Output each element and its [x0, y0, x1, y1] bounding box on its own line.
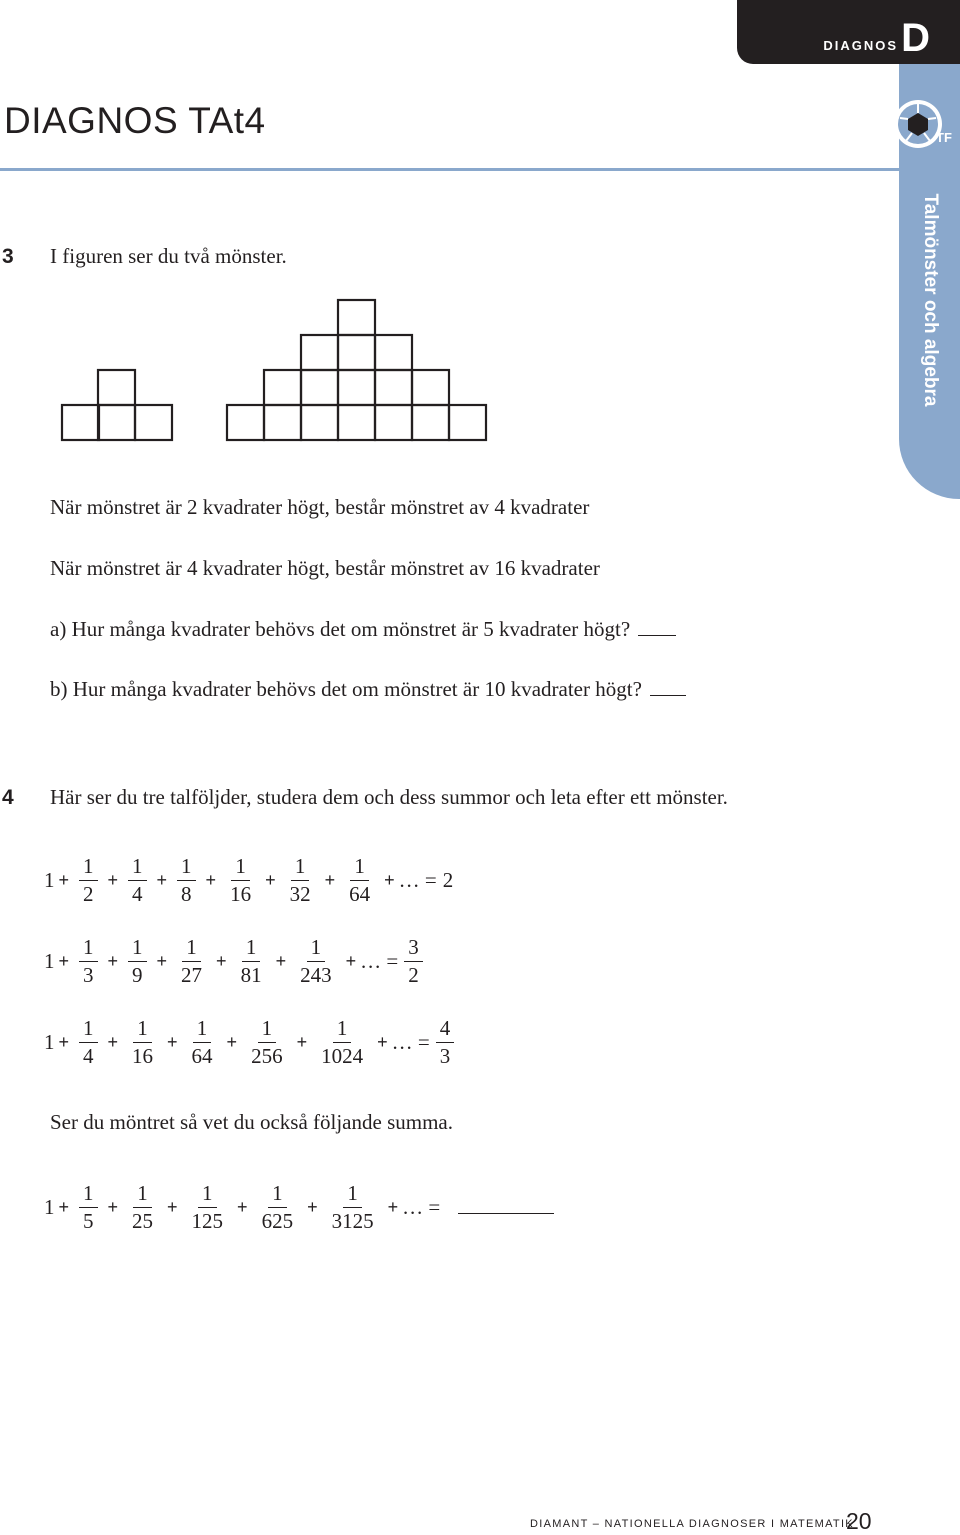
series-tail: … = [360, 949, 399, 973]
numerator: 1 [182, 937, 201, 962]
plus-sign: + [156, 870, 168, 890]
series-3 [44, 1018, 460, 1067]
plus-sign: + [205, 870, 217, 890]
numerator: 1 [79, 1018, 98, 1043]
title-rule [0, 168, 900, 171]
answer-blank-series[interactable] [458, 1201, 554, 1214]
denominator: 81 [240, 963, 262, 987]
denominator: 27 [181, 963, 203, 987]
plus-sign: + [107, 870, 119, 890]
q3-part-a-text: a) Hur många kvadrater behövs det om mönstret är 5 kvadrater högt? [50, 617, 631, 641]
plus-sign: + [387, 1197, 399, 1217]
answer-blank-a[interactable] [638, 634, 676, 636]
pattern2-square [227, 405, 264, 440]
series-lead: 1 [44, 1195, 55, 1219]
denominator: 32 [289, 882, 311, 906]
pattern1-square [135, 405, 172, 440]
denominator: 16 [132, 1044, 154, 1068]
footer-publication: DIAMANT – NATIONELLA DIAGNOSER I MATEMATIK [530, 1518, 854, 1530]
series-term-fraction [317, 1018, 367, 1067]
side-label: Talmönster och algebra [920, 193, 941, 407]
plus-sign: + [237, 1197, 248, 1217]
q3-statement-2: När mönstret är 4 kvadrater högt, består mönstret av 16 kvadrater [50, 556, 600, 580]
tab-label-small: DIAGNOS [823, 38, 898, 53]
plus-sign: + [384, 870, 395, 890]
denominator: 8 [181, 882, 192, 906]
series-result-fraction [404, 937, 423, 986]
denominator: 1024 [321, 1044, 364, 1068]
q3-part-b-text: b) Hur många kvadrater behövs det om mönstret är 10 kvadrater högt? [50, 677, 642, 701]
series-term-fraction [188, 1018, 217, 1067]
plus-sign: + [324, 870, 336, 890]
q4-intro: Här ser du tre talföljder, studera dem och dess summor och leta efter ett mönster. [50, 785, 728, 809]
page-number: 20 [846, 1508, 872, 1534]
pattern2-square [375, 405, 412, 440]
page-title: DIAGNOS TAt4 [4, 100, 266, 141]
numerator: 1 [133, 1183, 152, 1208]
plus-sign: + [275, 951, 287, 971]
series-term-fraction [79, 1018, 98, 1067]
numerator: 1 [268, 1183, 287, 1208]
series-term-fraction [328, 1183, 378, 1232]
denominator: 64 [191, 1044, 213, 1068]
plus-sign: + [107, 1197, 119, 1217]
series-2 [44, 937, 429, 986]
series-term-fraction [79, 856, 98, 905]
pattern2-square [412, 370, 449, 405]
tf-logo-icon [890, 94, 950, 154]
pattern2-square [338, 405, 375, 440]
series-term-fraction [128, 856, 147, 905]
plus-sign: + [58, 951, 70, 971]
denominator: 4 [132, 882, 143, 906]
answer-blank-b[interactable] [650, 694, 686, 696]
q3-intro: I figuren ser du två mönster. [50, 244, 287, 268]
numerator: 1 [128, 856, 147, 881]
series-term-fraction [247, 1018, 287, 1067]
pattern2-square [375, 335, 412, 370]
numerator: 1 [343, 1183, 362, 1208]
pattern1-square [98, 405, 135, 440]
numerator: 1 [291, 856, 310, 881]
pattern1-square [98, 370, 135, 405]
plus-sign: + [307, 1197, 318, 1217]
plus-sign: + [377, 1032, 388, 1052]
denominator: 125 [191, 1209, 224, 1233]
denominator: 243 [300, 963, 332, 987]
denominator: 2 [83, 882, 94, 906]
series-lead: 1 [44, 949, 55, 973]
denominator: 25 [132, 1209, 154, 1233]
series-tail: … = [402, 1195, 441, 1219]
numerator: 1 [79, 1183, 98, 1208]
question-number-3: 3 [2, 245, 14, 268]
denominator: 5 [83, 1209, 94, 1233]
series-term-fraction [258, 1183, 298, 1232]
pattern2-square [338, 300, 375, 335]
pattern2-square [412, 405, 449, 440]
pattern2-square [264, 405, 301, 440]
series-result-fraction [436, 1018, 455, 1067]
numerator: 1 [258, 1018, 277, 1043]
series-term-fraction [128, 937, 147, 986]
numerator: 1 [231, 856, 250, 881]
pattern2-square [338, 335, 375, 370]
plus-sign: + [107, 951, 119, 971]
numerator: 1 [177, 856, 196, 881]
plus-sign: + [345, 951, 357, 971]
numerator: 3 [404, 937, 423, 962]
plus-sign: + [167, 1032, 178, 1052]
pattern1-square [62, 405, 99, 440]
q3-statement-1: När mönstret är 2 kvadrater högt, består mönstret av 4 kvadrater [50, 495, 590, 519]
plus-sign: + [216, 951, 227, 971]
series-term-fraction [286, 856, 315, 905]
question-number-4: 4 [2, 786, 14, 809]
series-term-fraction [128, 1183, 157, 1232]
numerator: 1 [193, 1018, 212, 1043]
series-term-fraction [237, 937, 266, 986]
denominator: 4 [83, 1044, 94, 1068]
tf-logo-text: TF [936, 130, 952, 145]
numerator: 1 [198, 1183, 217, 1208]
pattern2-square [301, 335, 338, 370]
q3-part-b [50, 677, 686, 702]
numerator: 1 [307, 937, 326, 962]
pattern2-square [338, 370, 375, 405]
series-term-fraction [296, 937, 336, 986]
numerator: 1 [128, 937, 147, 962]
plus-sign: + [107, 1032, 119, 1052]
numerator: 1 [242, 937, 261, 962]
numerator: 1 [79, 856, 98, 881]
q4-followup: Ser du möntret så vet du också följande summa. [50, 1110, 453, 1134]
series-term-fraction [345, 856, 374, 905]
pattern2-square [301, 370, 338, 405]
plus-sign: + [167, 1197, 178, 1217]
pattern2-square [301, 405, 338, 440]
square-patterns-figure [55, 295, 495, 445]
series-tail: … = [391, 1030, 430, 1054]
tab-label-big: D [901, 16, 930, 60]
series-lead: 1 [44, 1030, 55, 1054]
numerator: 1 [333, 1018, 352, 1043]
denominator: 3125 [331, 1209, 374, 1233]
series-term-fraction [188, 1183, 228, 1232]
plus-sign: + [156, 951, 168, 971]
plus-sign: + [226, 1032, 238, 1052]
denominator: 625 [261, 1209, 294, 1233]
pattern2-square [264, 370, 301, 405]
denominator: 9 [132, 963, 143, 987]
series-4 [44, 1183, 554, 1232]
series-lead: 1 [44, 868, 55, 892]
denominator: 2 [408, 963, 419, 987]
plus-sign: + [58, 870, 70, 890]
plus-sign: + [265, 870, 276, 890]
series-term-fraction [79, 937, 98, 986]
denominator: 16 [230, 882, 252, 906]
numerator: 1 [350, 856, 369, 881]
numerator: 1 [133, 1018, 152, 1043]
series-1 [44, 856, 453, 905]
series-term-fraction [128, 1018, 157, 1067]
series-tail: … = [398, 868, 437, 892]
denominator: 256 [251, 1044, 283, 1068]
denominator: 3 [83, 963, 94, 987]
numerator: 1 [79, 937, 98, 962]
plus-sign: + [58, 1032, 70, 1052]
numerator: 4 [436, 1018, 455, 1043]
plus-sign: + [296, 1032, 308, 1052]
series-result: 2 [442, 868, 454, 892]
denominator: 3 [439, 1044, 451, 1068]
series-term-fraction [226, 856, 255, 905]
plus-sign: + [58, 1197, 70, 1217]
denominator: 64 [349, 882, 371, 906]
series-term-fraction [177, 856, 196, 905]
pattern2-square [375, 370, 412, 405]
q3-part-a [50, 617, 676, 642]
series-term-fraction [177, 937, 206, 986]
pattern2-square [449, 405, 486, 440]
series-term-fraction [79, 1183, 98, 1232]
